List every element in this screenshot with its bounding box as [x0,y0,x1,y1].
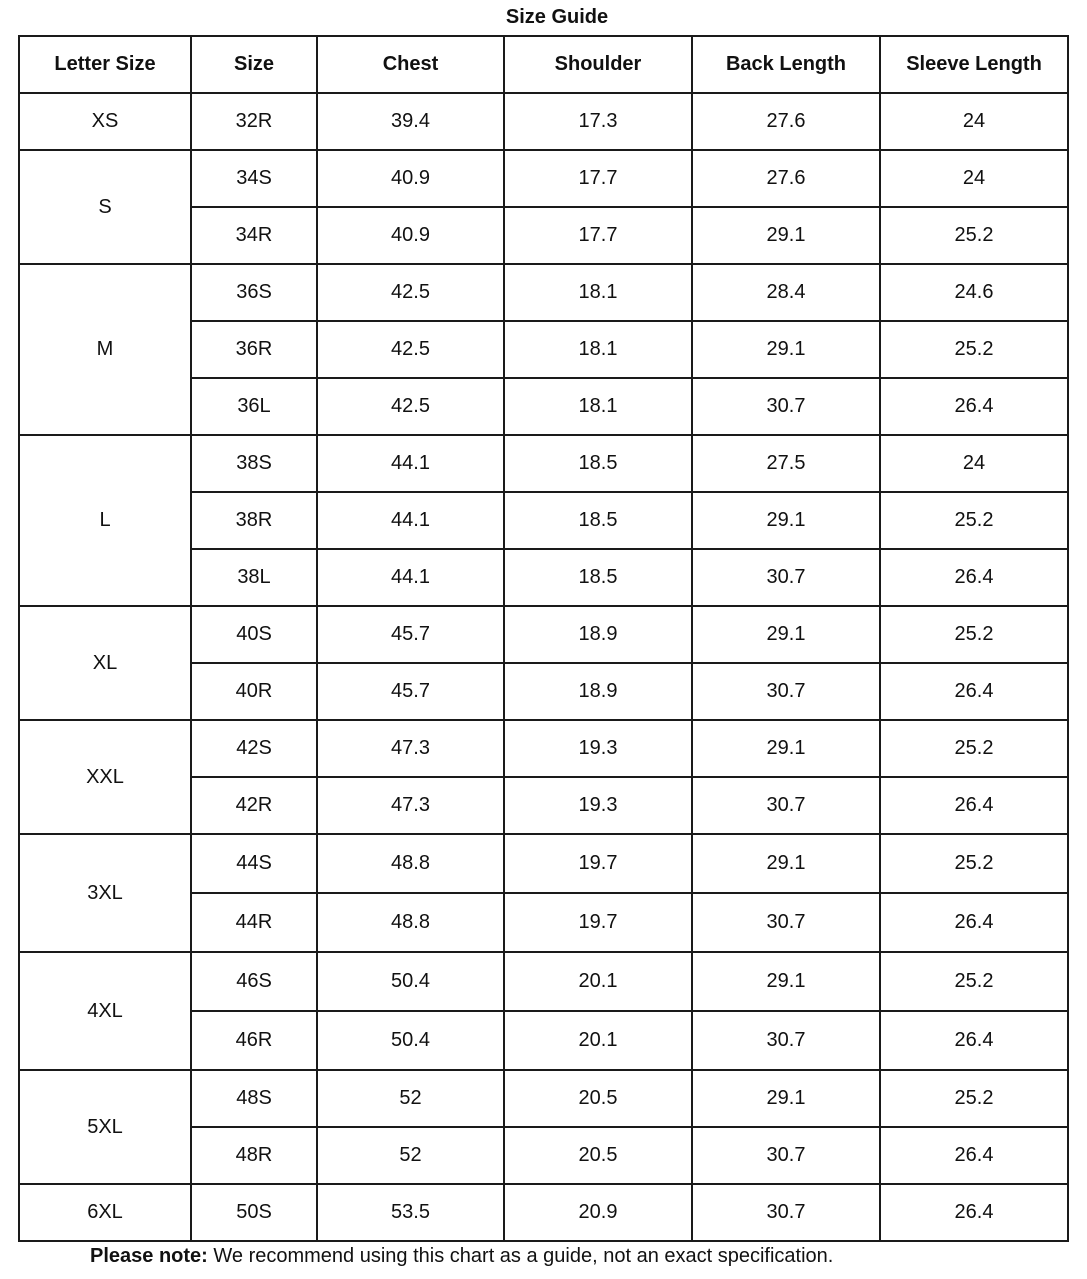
shoulder-cell: 20.1 [504,1011,692,1070]
shoulder-cell: 20.1 [504,952,692,1011]
chest-cell: 40.9 [317,150,504,207]
sleeve-length-cell: 26.4 [880,777,1068,834]
chest-cell: 52 [317,1127,504,1184]
back-length-cell: 29.1 [692,834,880,893]
back-length-cell: 29.1 [692,207,880,264]
table-row [19,93,1068,150]
shoulder-cell: 18.9 [504,663,692,720]
chest-cell: 47.3 [317,777,504,834]
sleeve-length-cell: 25.2 [880,720,1068,777]
header-sleeve-length: Sleeve Length [880,36,1068,93]
footnote-label: Please note: [90,1245,208,1267]
back-length-cell: 30.7 [692,549,880,606]
letter-size-cell: 6XL [19,1184,191,1241]
shoulder-cell: 18.9 [504,606,692,663]
table-row [19,834,1068,893]
sleeve-length-cell: 26.4 [880,1184,1068,1241]
sleeve-length-cell: 24 [880,150,1068,207]
letter-size-cell: 4XL [19,952,191,1070]
shoulder-cell: 20.5 [504,1070,692,1127]
back-length-cell: 29.1 [692,952,880,1011]
sleeve-length-cell: 26.4 [880,549,1068,606]
chest-cell: 50.4 [317,1011,504,1070]
chest-cell: 44.1 [317,549,504,606]
header-size: Size [191,36,317,93]
size-cell: 36L [191,378,317,435]
shoulder-cell: 20.9 [504,1184,692,1241]
table-row [19,264,1068,321]
shoulder-cell: 18.5 [504,435,692,492]
size-guide-table [18,35,1069,1242]
chest-cell: 45.7 [317,606,504,663]
chest-cell: 48.8 [317,834,504,893]
size-cell: 44R [191,893,317,952]
size-cell: 48S [191,1070,317,1127]
table-row [19,952,1068,1011]
letter-size-cell: 3XL [19,834,191,952]
shoulder-cell: 18.5 [504,492,692,549]
footnote [90,1245,833,1268]
sleeve-length-cell: 25.2 [880,492,1068,549]
table-row [19,1184,1068,1241]
back-length-cell: 29.1 [692,720,880,777]
sleeve-length-cell: 26.4 [880,1127,1068,1184]
chest-cell: 39.4 [317,93,504,150]
letter-size-cell: XL [19,606,191,720]
back-length-cell: 29.1 [692,1070,880,1127]
back-length-cell: 27.6 [692,93,880,150]
size-cell: 38L [191,549,317,606]
sleeve-length-cell: 25.2 [880,1070,1068,1127]
back-length-cell: 27.5 [692,435,880,492]
back-length-cell: 29.1 [692,321,880,378]
shoulder-cell: 18.1 [504,321,692,378]
letter-size-cell: M [19,264,191,435]
back-length-cell: 30.7 [692,663,880,720]
table-row [19,150,1068,207]
shoulder-cell: 17.7 [504,207,692,264]
shoulder-cell: 20.5 [504,1127,692,1184]
sleeve-length-cell: 24.6 [880,264,1068,321]
chest-cell: 52 [317,1070,504,1127]
size-cell: 48R [191,1127,317,1184]
sleeve-length-cell: 25.2 [880,834,1068,893]
chest-cell: 48.8 [317,893,504,952]
letter-size-cell: S [19,150,191,264]
sleeve-length-cell: 25.2 [880,952,1068,1011]
size-cell: 38R [191,492,317,549]
shoulder-cell: 17.3 [504,93,692,150]
header-chest: Chest [317,36,504,93]
shoulder-cell: 19.7 [504,834,692,893]
size-cell: 36R [191,321,317,378]
page-title: Size Guide [505,6,609,28]
sleeve-length-cell: 26.4 [880,893,1068,952]
chest-cell: 42.5 [317,378,504,435]
table-body [19,93,1068,1241]
chest-cell: 45.7 [317,663,504,720]
chest-cell: 42.5 [317,264,504,321]
size-cell: 38S [191,435,317,492]
size-cell: 32R [191,93,317,150]
shoulder-cell: 19.3 [504,777,692,834]
size-cell: 50S [191,1184,317,1241]
size-cell: 42R [191,777,317,834]
back-length-cell: 28.4 [692,264,880,321]
chest-cell: 40.9 [317,207,504,264]
chest-cell: 53.5 [317,1184,504,1241]
back-length-cell: 27.6 [692,150,880,207]
size-cell: 34S [191,150,317,207]
shoulder-cell: 17.7 [504,150,692,207]
shoulder-cell: 19.3 [504,720,692,777]
back-length-cell: 30.7 [692,1184,880,1241]
sleeve-length-cell: 25.2 [880,321,1068,378]
header-shoulder: Shoulder [504,36,692,93]
size-cell: 34R [191,207,317,264]
letter-size-cell: XXL [19,720,191,834]
back-length-cell: 30.7 [692,378,880,435]
table-row [19,720,1068,777]
size-cell: 36S [191,264,317,321]
footnote-text: We recommend using this chart as a guide, not an exact specification. [207,1245,834,1267]
chest-cell: 44.1 [317,492,504,549]
chest-cell: 42.5 [317,321,504,378]
back-length-cell: 29.1 [692,606,880,663]
letter-size-cell: 5XL [19,1070,191,1184]
back-length-cell: 29.1 [692,492,880,549]
back-length-cell: 30.7 [692,777,880,834]
size-cell: 40R [191,663,317,720]
table-row [19,606,1068,663]
shoulder-cell: 18.5 [504,549,692,606]
chest-cell: 47.3 [317,720,504,777]
size-cell: 44S [191,834,317,893]
header-row [19,36,1068,93]
chest-cell: 50.4 [317,952,504,1011]
chest-cell: 44.1 [317,435,504,492]
sleeve-length-cell: 25.2 [880,207,1068,264]
size-cell: 40S [191,606,317,663]
shoulder-cell: 18.1 [504,264,692,321]
sleeve-length-cell: 26.4 [880,378,1068,435]
letter-size-cell: L [19,435,191,606]
sleeve-length-cell: 26.4 [880,663,1068,720]
sleeve-length-cell: 24 [880,435,1068,492]
sleeve-length-cell: 25.2 [880,606,1068,663]
size-cell: 46S [191,952,317,1011]
shoulder-cell: 19.7 [504,893,692,952]
header-letter-size: Letter Size [19,36,191,93]
size-cell: 42S [191,720,317,777]
sleeve-length-cell: 24 [880,93,1068,150]
sleeve-length-cell: 26.4 [880,1011,1068,1070]
table-row [19,435,1068,492]
letter-size-cell: XS [19,93,191,150]
back-length-cell: 30.7 [692,1011,880,1070]
back-length-cell: 30.7 [692,893,880,952]
back-length-cell: 30.7 [692,1127,880,1184]
header-back-length: Back Length [692,36,880,93]
size-cell: 46R [191,1011,317,1070]
table-row [19,1070,1068,1127]
shoulder-cell: 18.1 [504,378,692,435]
